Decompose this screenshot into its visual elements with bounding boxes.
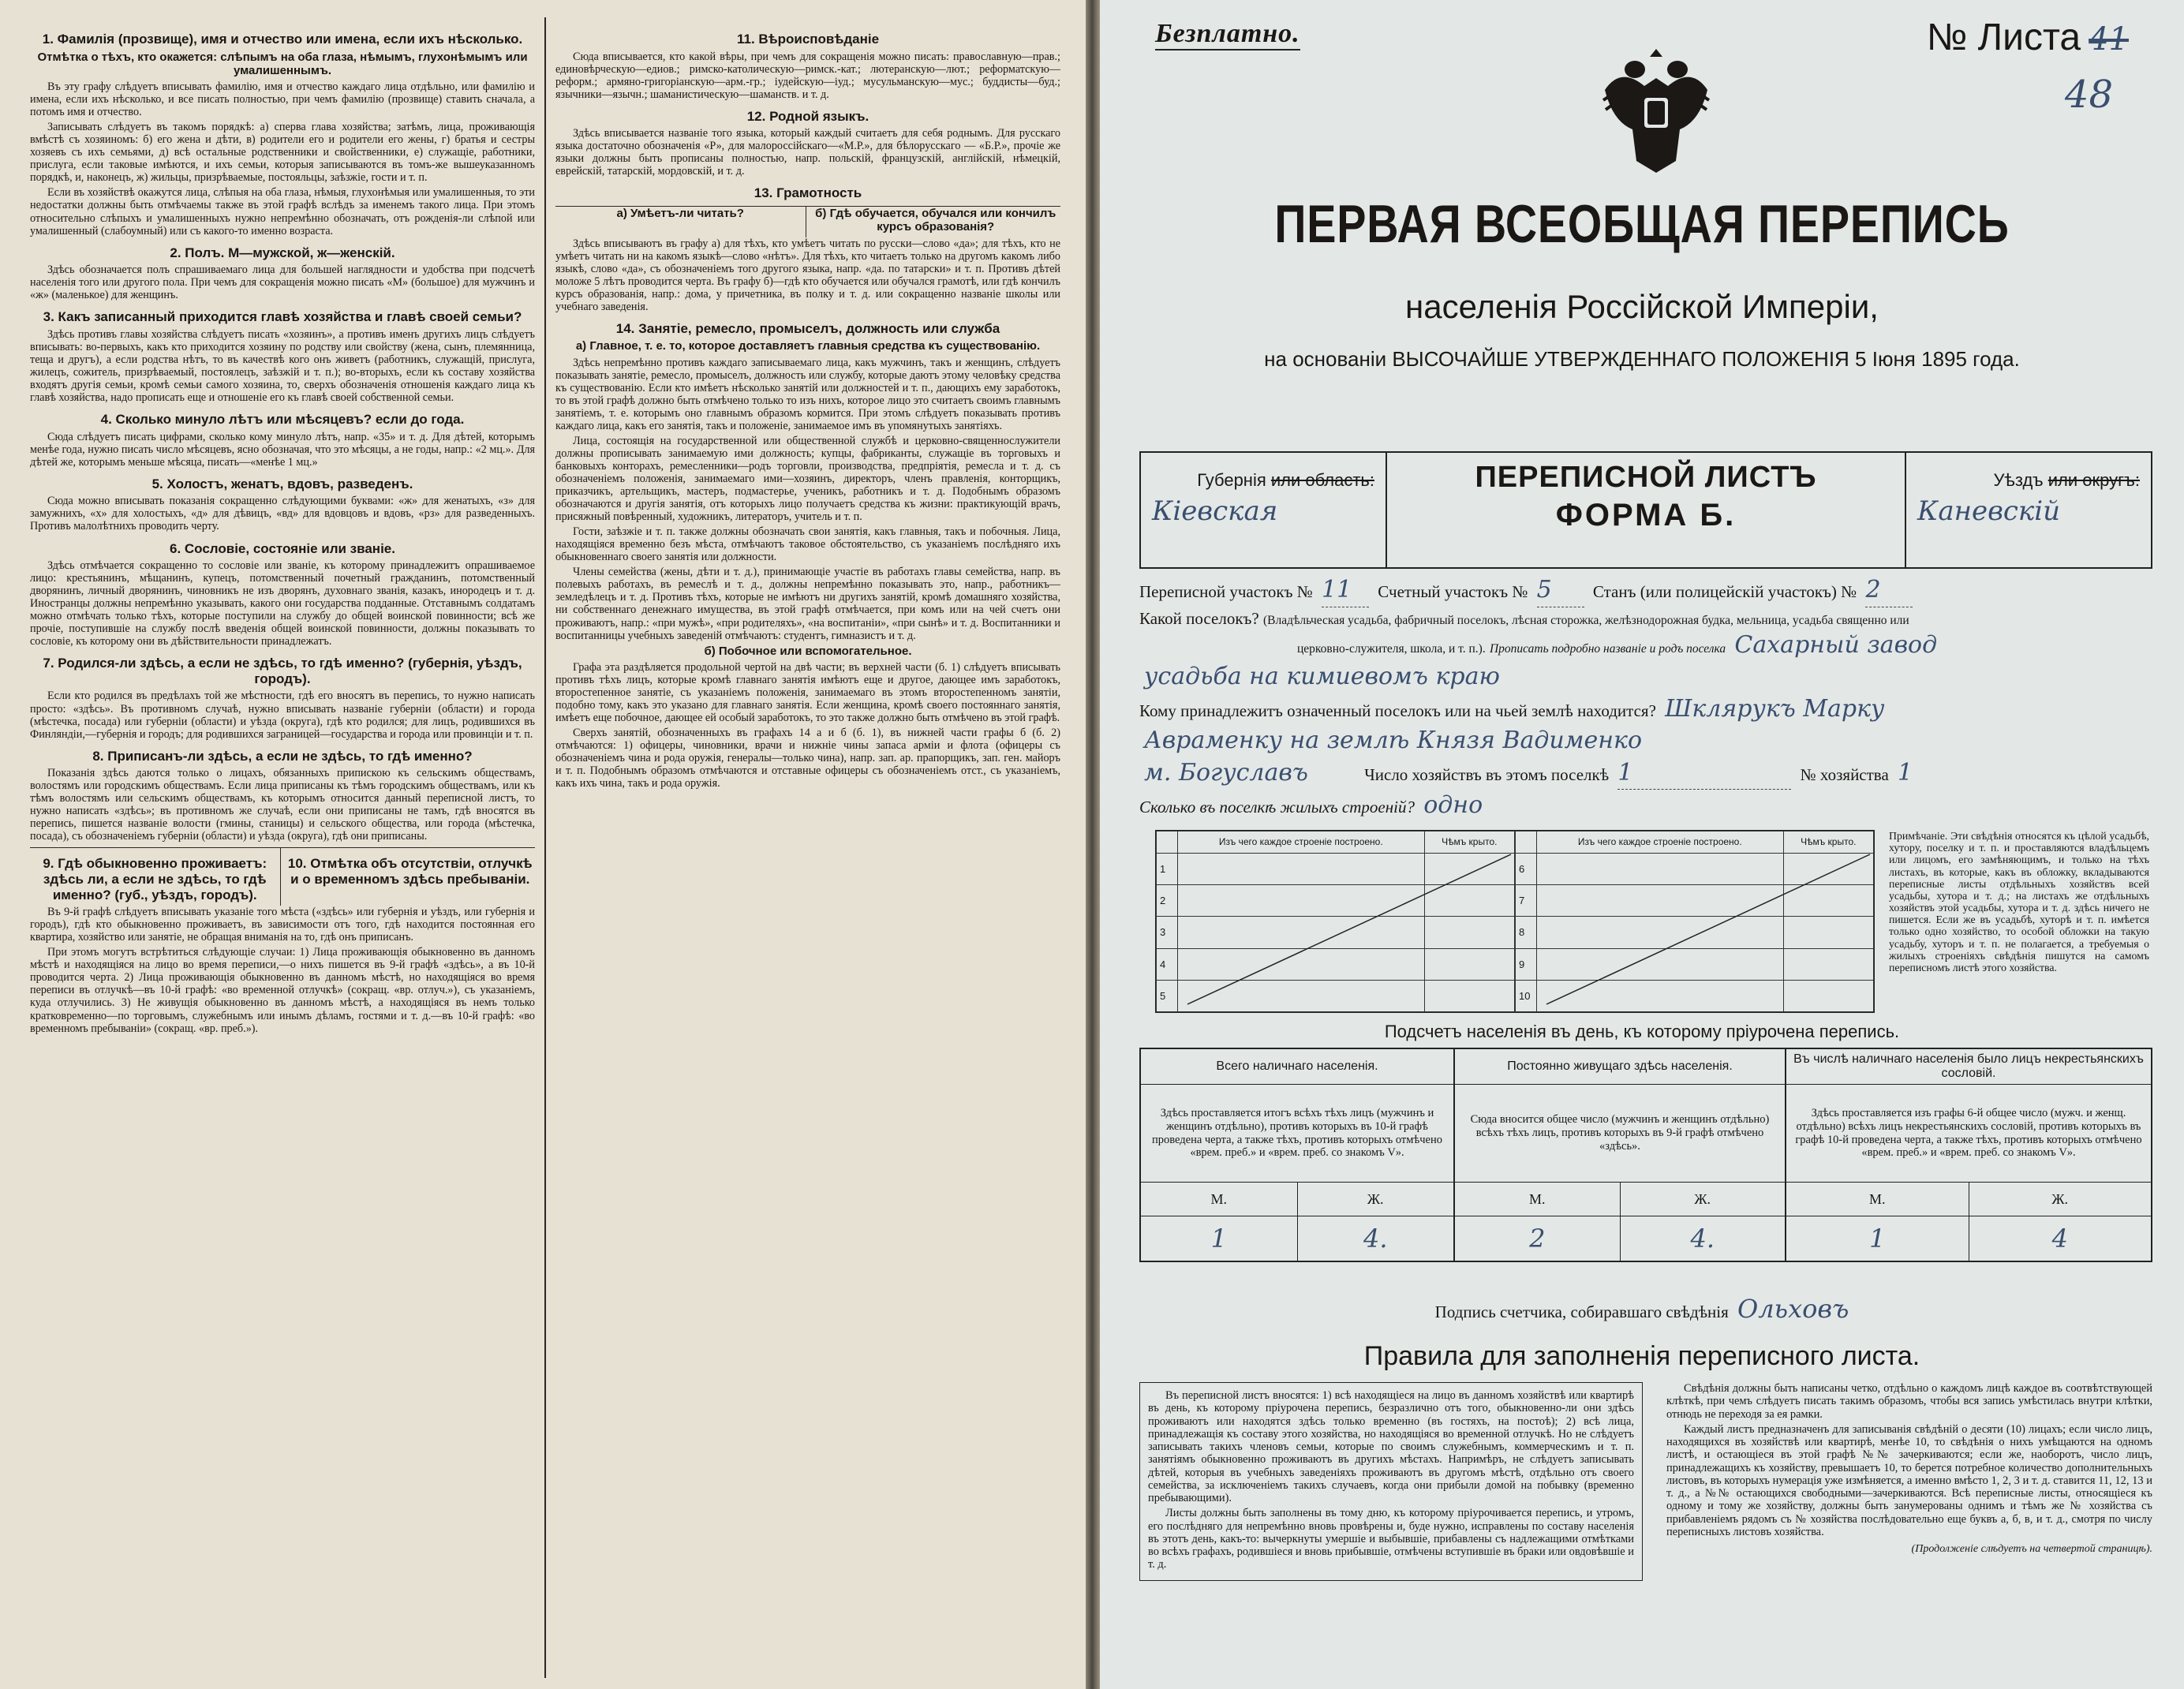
census-section-label: Переписной участокъ №: [1139, 582, 1313, 601]
section-title: 3. Какъ записанный приходится главѣ хозяйства и главѣ своей семьи?: [43, 309, 522, 325]
female-header: Ж.: [1620, 1183, 1786, 1216]
building-row-number: 1: [1157, 853, 1178, 884]
rules-section: [1139, 1382, 2152, 1581]
province-label: Губернія или область:: [1197, 470, 1374, 490]
census-title: ПЕРВАЯ ВСЕОБЩАЯ ПЕРЕПИСЬ: [1274, 194, 2010, 254]
buildings-count-label: Сколько въ поселкѣ жилыхъ строеній?: [1139, 798, 1415, 817]
section-paragraph: Лица, состоящія на государственной или общественной службѣ и церковно-священнослужители должны прописывать занимаемую ими должность; купцы, фабриканты, служащіе въ торговыхъ и банковыхъ конторахъ, ремесленники—родъ торговли, производства, предпріятія, ремесла и т. д. съ обозначеніемъ положенія, занимаемаго ими—хозяинъ, директоръ, членъ правленія, конторщикъ, приказчикъ, артельщикъ, мастеръ, подмастерье, ученикъ, работникъ и т. д. Подобнымъ образомъ обозначаются и другія занятія, отъ которыхъ лицо получаетъ средства къ жизни: практикующій врачъ, присяжный повѣренный, художникъ, литераторъ, учитель и т. п.: [555, 434, 1060, 524]
male-header: М.: [1528, 1190, 1546, 1207]
signature-label: Подпись счетчика, собиравшаго свѣдѣнія: [1434, 1302, 1729, 1321]
section-6: [30, 541, 535, 648]
household-number-label: № хозяйства: [1800, 764, 1889, 784]
non-peasant-desc: Здѣсь проставляется изъ графы 6-й общее число (мужч. и женщ. отдѣльно) всѣхъ лицъ некрестьянскихъ сословій, противъ которыхъ въ графѣ 10-й проведена черта, а также тѣхъ, противъ которыхъ отмѣчено «врем. преб.» и «врем. преб. со знакомъ V».: [1786, 1085, 2151, 1183]
settlement-hint-2: церковно-служителя, школа, и т. п.).: [1297, 641, 1486, 656]
province-cell: [1141, 453, 1386, 567]
form-name-cell: [1386, 453, 1906, 567]
male-header: М.: [1210, 1190, 1227, 1207]
district-value: Каневскій: [1917, 495, 2061, 527]
section-14b: [555, 645, 1060, 790]
section-paragraph: Графа эта раздѣляется продольной чертой на двѣ части; въ верхней части (б. 1) слѣдуетъ вписывать противъ тѣхъ лицъ, которые кромѣ главнаго занятія имѣютъ еще и другое, дающее имъ заработокъ, второстепенное занятіе, съ указаніемъ положенія, занимаемаго въ этомъ второстепенномъ занятіи, подобно тому, какъ это указано для главнаго занятія. Если женщина, кромѣ своего постояннаго занятія, имѣетъ еще побочное, дающее ей особый заработокъ, то это также должно быть отмѣчено въ этой графѣ.: [555, 660, 1060, 725]
form-row-buildings: [1139, 790, 2152, 822]
section-title: 9. Гдѣ обыкновенно проживаетъ: здѣсь ли, а если не здѣсь, то гдѣ именно? (губ., уѣздъ, городъ).: [43, 856, 267, 902]
section-title: 7. Родился-ли здѣсь, а если не здѣсь, то гдѣ именно? (губернія, уѣздъ, городъ).: [43, 656, 522, 686]
owner-value-cont: Авраменку на землѣ Князя Вадименко: [1144, 727, 1643, 755]
households-count-label: Число хозяйствъ въ этомъ поселкѣ: [1364, 764, 1610, 784]
gender-header-row: [1455, 1183, 1785, 1216]
section-paragraph: Члены семейства (жены, дѣти и т. д.), принимающіе участіе въ работахъ главы семейства, напр. въ полевыхъ работахъ, въ ремеслѣ и т. д., должны непремѣнно показывать это, напр., работникъ—земледѣлецъ и т. д. Противъ тѣхъ, которые не имѣютъ ни другихъ занятій, кромѣ домашняго хозяйства, ни собственнаго денежнаго имущества, въ этой графѣ отмѣчается, при комъ или на чей счетъ они проживаютъ, напр.: «при мужѣ», «при родителяхъ», «на воспитаніи», «при сынѣ» и т. д. Воспитанники и воспитанницы учебныхъ заведеній отмѣчаютъ: студентъ, гимназистъ и т. д.: [555, 566, 1060, 642]
form-row-settlement: [1139, 607, 2152, 630]
section-7: [30, 656, 535, 740]
building-row-number: 3: [1157, 917, 1178, 948]
section-paragraph: Въ эту графу слѣдуетъ вписывать фамилію, имя и отчество каждаго лица отдѣльно, или фамилію и имена, если ихъ нѣсколько, и все писать полностью, при чемъ фамилію (прозвище) ставить сначала, а потомъ имя и отчество.: [30, 80, 535, 119]
material-header: Изъ чего каждое строеніе построено.: [1537, 831, 1784, 854]
section-14: [555, 321, 1060, 642]
section-paragraph: Если кто родился въ предѣлахъ той же мѣстности, гдѣ его вносятъ въ перепись, то нужно написать просто: «здѣсь». Въ противномъ случаѣ, нужно вписывать названіе губерніи (области) и города (мѣстечка, посада) или губерніи (области) и уѣзда (округа), гдѣ кто родился; для лицъ, родившихся въ Финляндіи,—губернія и городъ; для родившихся заграницей—государства и города или провинціи и т. п.: [30, 689, 535, 741]
section-title: 8. Приписанъ-ли здѣсь, а если не здѣсь, то гдѣ именно?: [92, 748, 473, 764]
sheet-number-label: № Листа: [1926, 17, 2081, 58]
section-paragraph: Въ 9-й графѣ слѣдуетъ вписывать указаніе того мѣста («здѣсь» или губернія и уѣздъ, или губернія и городъ), гдѣ кто обыкновенно проживаетъ, въ зависимости отъ того, гдѣ находится постоянная его квартира, хозяйство или занятіе, не обращая вниманія на то, гдѣ онъ приписанъ.: [30, 906, 535, 944]
building-row-number: 9: [1516, 948, 1537, 980]
form-name: ПЕРЕПИСНОЙ ЛИСТЪ: [1475, 461, 1817, 494]
permanent-population-group: [1453, 1049, 1785, 1261]
section-subtitle: Отмѣтка о тѣхъ, кто окажется: слѣпымъ на оба глаза, нѣмымъ, глухонѣмымъ или умалишеннымъ.: [37, 50, 528, 77]
instructions-column-1: [30, 24, 535, 1678]
signature-value: Ольховъ: [1737, 1294, 1849, 1324]
settlement-value-cont: усадьба на кимиевомъ краю: [1144, 663, 1500, 691]
male-value: 2: [1529, 1224, 1546, 1254]
section-paragraph: Сверхъ занятій, обозначенныхъ въ графахъ 14 а и б (б. 1), въ нижней части графы б (б. 2) отмѣчаются: 1) офицеры, чиновники, врачи и нижніе чины запаса арміи и флота (офицеры съ обозначеніемъ чина и рода оружія, генералы—только чина), напр. зап. ар. прапорщикъ, зап. ген. майоръ и т. п. Подобнымъ образомъ отмѣчаются и отставные офицеры съ обозначеніемъ отст., съ указаніемъ, какъ ихъ чина, такъ и рода оружія.: [555, 727, 1060, 790]
section-paragraph: Здѣсь обозначается полъ спрашиваемаго лица для большей наглядности и удобства при подсчетѣ населенія того или другого пола. При чемъ для сокращенія можно писать «М» (большое) для мужчинъ и «ж» (маленькое) для женщинъ.: [30, 263, 535, 302]
section-paragraph: Здѣсь противъ главы хозяйства слѣдуетъ писать «хозяинъ», а противъ именъ другихъ лицъ слѣдуетъ вписывать: во-первыхъ, какъ кто приходится хозяину по родству или свойству (жена, сынъ, племянница, теща и другъ), а если родства нѣтъ, то въ качествѣ кого онъ живетъ (работникъ, служащій, прислуга, жилецъ, сожитель, призрѣваемый, постоялецъ, заѣзжій и т. п.); во-вторыхъ, если къ составу хозяйства входятъ другія семьи, кромѣ семьи самого хозяина, то, сверхъ обозначенія отношенія каждаго лица къ главѣ хозяйства, надо прописать еще и отношеніе его къ главѣ своей собственной семьи.: [30, 327, 535, 405]
permanent-population-header: Постоянно живущаго здѣсь населенія.: [1455, 1049, 1785, 1085]
female-header: Ж.: [1969, 1183, 2152, 1216]
section-title: 5. Холостъ, женатъ, вдовъ, разведенъ.: [151, 476, 413, 491]
section-4: [30, 412, 535, 469]
section-title: 6. Сословіе, состояніе или званіе.: [170, 540, 395, 556]
roof-header: Чѣмъ крыто.: [1424, 831, 1514, 854]
section-title-right: 10. Отмѣтка объ отсутствіи, отлучкѣ и о временномъ здѣсь пребываніи.: [287, 856, 533, 887]
form-row-owner: [1139, 693, 2152, 726]
location-form: [1139, 574, 2152, 822]
section-1: [30, 32, 535, 237]
roof-header: Чѣмъ крыто.: [1783, 831, 1873, 854]
settlement-label: Какой поселокъ?: [1139, 608, 1259, 628]
census-section-value: 11: [1322, 574, 1369, 607]
census-form-page: [1100, 0, 2184, 1689]
male-header: М.: [1868, 1190, 1886, 1207]
female-value: 4: [1969, 1216, 2152, 1261]
buildings-table: [1155, 830, 1875, 1013]
building-row-number: 5: [1157, 980, 1178, 1011]
buildings-count-value: одно: [1423, 791, 1483, 820]
total-population-group: [1141, 1049, 1453, 1261]
form-type: ФОРМА Б.: [1555, 498, 1737, 532]
free-of-charge-label: Безплатно.: [1155, 19, 1300, 50]
settlement-value: Сахарный завод: [1734, 630, 1938, 659]
rules-column-left: [1139, 1382, 1643, 1581]
non-peasant-group: [1785, 1049, 2151, 1261]
section-11: [555, 32, 1060, 101]
column-b-label: б) Гдѣ обучается, обучался или кончилъ курсъ образованія?: [815, 207, 1056, 234]
section-3: [30, 309, 535, 404]
section-title: 11. Вѣроисповѣданіе: [736, 32, 880, 47]
rules-paragraph: Листы должны быть заполнены въ тому дню, къ которому пріурочивается перепись, и утромъ, его послѣдняго для непремѣнно вновь провѣрены и, буде нужно, исправлены по составу населенія въ этотъ день, какъ-то: вычеркнуты умершіе и выбывшіе, прибавлены съ надлежащими отмѣтками во всѣхъ графахъ, родившіеся и вновь прибывшіе, отмѣчены вступившіе въ браки или овдовѣвшіе и т. д.: [1148, 1507, 1634, 1571]
material-header: Изъ чего каждое строеніе построено.: [1178, 831, 1425, 854]
section-paragraph: Сюда слѣдуетъ писать цифрами, сколько кому минуло лѣтъ, напр. «35» и т. д. Для дѣтей, которымъ менѣе года, нужно писать число мѣсяцевъ, ясно обозначая, что это мѣсяцы, а не годы, напр.: «2 мц.». Для дѣтей же, которымъ меньше мѣсяца, писать—«менѣе 1 мц.»: [30, 430, 535, 469]
section-paragraph: Сюда можно вписывать показанія сокращенно слѣдующими буквами: «ж» для женатыхъ, «з» для замужнихъ, «х» для холостыхъ, «д» для дѣвицъ, «вд» для вдовцовъ и вдовъ, «рз» для разведенныхъ. Противъ малолѣтнихъ проводить черту.: [30, 495, 535, 533]
building-row-number: 8: [1516, 917, 1537, 948]
household-number-value: 1: [1898, 758, 1913, 787]
male-value: 1: [1869, 1224, 1886, 1254]
form-row-sections: [1139, 574, 2152, 607]
form-header-box: [1139, 451, 2152, 569]
rules-column-right: [1666, 1382, 2152, 1581]
section-13: [555, 185, 1060, 312]
section-title: 1. Фамилія (прозвище), имя и отчество или имена, если ихъ нѣсколько.: [42, 32, 523, 47]
counting-section-label: Счетный участокъ №: [1378, 582, 1528, 601]
permanent-population-desc: Сюда вносится общее число (мужчинъ и женщинъ отдѣльно) всѣхъ тѣхъ лицъ, противъ которыхъ въ 9-й графѣ отмѣчено «здѣсь».: [1455, 1085, 1785, 1183]
form-row-settlement-2: [1139, 630, 2152, 662]
sheet-number: [1927, 16, 2129, 59]
section-title: 12. Родной языкъ.: [746, 108, 869, 124]
section-9-10: [30, 847, 535, 1034]
total-population-header: Всего наличнаго населенія.: [1141, 1049, 1453, 1085]
section-12: [555, 109, 1060, 178]
non-peasant-values: [1786, 1216, 2151, 1261]
building-row-number: 2: [1157, 885, 1178, 917]
owner-label: Кому принадлежитъ означенный поселокъ или на чьей землѣ находится?: [1139, 701, 1656, 720]
column-a-label: а) Умѣетъ-ли читать?: [616, 207, 744, 221]
rules-paragraph: Каждый листъ предназначенъ для записыванія свѣдѣній о десяти (10) лицахъ; если число лицъ, находящихся въ хозяйствѣ или квартирѣ, менѣе 10, то свѣдѣнія о нихъ умѣщаются на одномъ листѣ, и остающіеся въ этой графѣ №№ зачеркиваются; если же, наоборотъ, число лицъ, принадлежащихъ къ хозяйству, превышаетъ 10, то берется потребное количество дополнительныхъ листовъ, въ которыхъ нумерація уже измѣняется, а именно вмѣсто 1, 2, 3 и т. д. ставится 11, 12, 13 и т. д., а №№ остающихся свободными—зачеркиваются. Всѣ переписные листы, относящіеся къ одному и тому же хозяйству, должны быть занумерованы однимъ и тѣмъ же № хозяйства съ прибавленіемъ рядомъ съ № хозяйства послѣдовательно еще буквъ а, б, в, и т. д., смотря по числу переписныхъ листовъ хозяйства.: [1666, 1422, 2152, 1538]
column-divider: [544, 17, 546, 1678]
section-title: 14. Занятіе, ремесло, промыселъ, должность или служба: [615, 320, 1000, 336]
section-paragraph: Гости, заѣзжіе и т. п. также должны обозначать свои занятія, какъ главныя, такъ и побочныя. Лица, находящіяся временно безъ мѣста, отмѣчаютъ таковое обстоятельство, съ указаніемъ послѣдняго ихъ обыкновеннаго своего занятія или должности.: [555, 525, 1060, 564]
instructions-column-2: [555, 24, 1060, 1678]
sheet-number-struck: 41: [2089, 21, 2129, 58]
non-peasant-header: Въ числѣ наличнаго населенія было лицъ некрестьянскихъ сословій.: [1786, 1049, 2151, 1085]
section-paragraph: Здѣсь вписываютъ въ графу а) для тѣхъ, кто умѣетъ читать по русски—слово «да»; для тѣхъ, кто не умѣетъ читать ни на какомъ языкѣ—слово «нѣтъ». Для тѣхъ, кто читаетъ только на другомъ какомъ либо языкѣ, слово «да», съ обозначеніемъ того другого языка, напр. «да. по татарски» и т. п. Противъ дѣтей моложе 5 лѣтъ проводится черта. Въ графу б)—гдѣ кто обучается или обучался грамотѣ, или гдѣ кончилъ курсъ образованія, напр.: дома, у причетника, въ полку и т. д. или сокращенно названіе школы или учебнаго заведенія.: [555, 237, 1060, 313]
section-title: 13. Грамотность: [754, 185, 862, 201]
section-title: 4. Сколько минуло лѣтъ или мѣсяцевъ? если до года.: [100, 412, 465, 428]
form-row-households: [1139, 757, 2152, 790]
section-paragraph: Здѣсь вписывается названіе того языка, который каждый считаетъ для себя роднымъ. Для русскаго языка достаточно обозначенія «Р», для малороссійскаго—«М.Р.», для бѣлорусскаго — «Б.Р.», прочіе же языки должны быть прописаны полностью, напр. польскій, французскій, англійскій, нѣмецкій, еврейскій, татарскій, мордовскій, и т. д.: [555, 127, 1060, 178]
census-subtitle: населенія Россійской Имперіи,: [1405, 288, 1879, 325]
section-paragraph: Записывать слѣдуетъ въ такомъ порядкѣ: а) сперва глава хозяйства; затѣмъ, лица, проживающія вмѣстѣ съ хозяиномъ: б) его жена и дѣти, в) родители его и родители его жены, г) братья и сестры хозяевъ съ ихъ семьями, д) всѣ остальные родственники и свойственники, е) служащіе, работники, прислуга, если таковые имѣются, и ихъ семьи, которыя записываются въ томъ-же вышеуказанномъ порядкѣ, и, наконецъ, ж) жильцы, призрѣваемые, постояльцы, заѣзжіе, гости и т. п.: [30, 121, 535, 185]
female-value: 4.: [1297, 1216, 1454, 1261]
section-paragraph: При этомъ могутъ встрѣтиться слѣдующіе случаи: 1) Лица проживающія обыкновенно въ данномъ мѣстѣ и находящіяся на лицо во время переписи,—о нихъ пишется въ 9-й графѣ «здѣсь», а въ 10-й проводится черта. 2) Лица проживающія обыкновенно въ данномъ мѣстѣ, но находящіяся во время переписи въ отлучкѣ—въ 10-й графѣ: «во временной отлучкѣ» (сокращ. «вр. отлуч.»), съ указаніемъ, куда отлучились. 3) Не живущія обыкновенно въ данномъ мѣстѣ, а находящіяся въ немъ только кратковременно—по торговымъ, служебнымъ или инымъ дѣламъ, гостями и т. д.—въ 10-й графѣ: «во временномъ пребываніи» (сокращ. «вр. преб.»).: [30, 946, 535, 1035]
building-row-number: 10: [1516, 980, 1537, 1011]
crossed-out-lines: [1156, 831, 1874, 1012]
settlement-hint: (Владѣльческая усадьба, фабричный поселокъ, лѣсная сторожка, желѣзнодорожная будка, мельница, усадьба священно или: [1262, 613, 1909, 627]
population-count-title: Подсчетъ населенія въ день, къ которому пріурочена перепись.: [1384, 1022, 1900, 1041]
female-header: Ж.: [1297, 1183, 1454, 1216]
settlement-instruction: Прописать подробно названіе и родъ поселка: [1489, 641, 1726, 656]
section-title: 2. Полъ. М—мужской, ж—женскій.: [170, 245, 395, 260]
building-row-number: 6: [1516, 853, 1537, 884]
police-section-label: Станъ (или полицейскій участокъ) №: [1592, 582, 1857, 601]
section-subtitle: а) Главное, т. е. то, которое доставляетъ главныя средства къ существованію.: [575, 339, 1041, 353]
female-value: 4.: [1620, 1216, 1786, 1261]
section-paragraph: Если въ хозяйствѣ окажутся лица, слѣпыя на оба глаза, нѣмыя, глухонѣмыя или умалишенныя, то эти недостатки должны быть отмѣчаемы также въ этой графѣ вслѣдъ за именемъ такого лица. При этомъ относительно слѣпыхъ и умалишенныхъ нужно непремѣнно обозначать, отъ рожденія-ли слѣпой или умалишенный (слабоумный) или съ какого-то именно возраста.: [30, 186, 535, 237]
form-row-owner-2: [1139, 725, 2152, 757]
double-headed-eagle-emblem-icon: [1597, 43, 1715, 177]
instructions-page: [0, 0, 1086, 1689]
buildings-note: Примѣчаніе. Эти свѣдѣнія относятся къ цѣлой усадьбѣ, хутору, поселку и т. п. и проставляются владѣльцемъ или лицомъ, его замѣняющимъ, и только на тѣхъ листахъ, въ которые, какъ въ обложку, вкладываются переписные листы отдѣльныхъ хозяйствъ всей усадьбы, хутора и т. д.; на листахъ же отдѣльныхъ хозяйствъ этой усадьбы, хутора и т. д. здѣсь ничего не пишется. Если же въ усадьбѣ, хуторѣ и т. п. имѣется только одно хозяйство, то особой обложки на такую усадьбу, хуторъ и т. п. не полагается, а требуемыя о жилыхъ строеніяхъ свѣдѣнія пишутся на самомъ переписномъ листѣ этого хозяйства.: [1889, 830, 2149, 973]
section-5: [30, 476, 535, 533]
permanent-population-values: [1455, 1216, 1785, 1261]
police-section-value: 2: [1865, 574, 1913, 607]
gender-header-row: [1141, 1183, 1453, 1216]
district-label: Уѣздъ или округъ:: [1993, 470, 2140, 490]
section-8: [30, 749, 535, 843]
owner-value: Шклярукъ Марку: [1665, 694, 1885, 723]
rules-paragraph: Въ переписной листъ вносятся: 1) всѣ находящіеся на лицо въ данномъ хозяйствѣ или квартирѣ въ день, къ которому пріурочена перепись, безразлично отъ того, обыкновенно-ли они здѣсь проживаютъ или находятся здѣсь только временно (въ гостяхъ, на постоѣ); 2) всѣ лица, принадлежащія къ составу этого хозяйства, но находящіяся во временной отлучкѣ. Но не слѣдуетъ записывать такихъ членовъ семьи, которые по своимъ служебнымъ, коммерческимъ и т. п. занятіямъ обыкновенно проживаютъ въ другихъ мѣстахъ. Напримѣръ, не слѣдуетъ записывать дѣтей, которыя въ учебныхъ заведеніяхъ проживаютъ въ другомъ мѣстѣ, отдѣльно отъ своего семейства, за исключеніемъ такихъ случаевъ, когда они прибыли домой на побывку (временно пребывающими).: [1148, 1389, 1634, 1505]
total-population-values: [1141, 1216, 1453, 1261]
rules-paragraph: Свѣдѣнія должны быть написаны четко, отдѣльно о каждомъ лицѣ каждое въ соотвѣтствующей клѣткѣ, при чемъ слѣдуетъ писать такимъ образомъ, чтобы вся запись умѣстилась внутри клѣтки, отнюдь не переходя за ея рамки.: [1666, 1382, 2152, 1421]
population-count-table: [1139, 1048, 2152, 1262]
province-value: Кіевская: [1152, 495, 1278, 527]
owner-value-cont-2: м. Богуславъ: [1144, 758, 1308, 787]
sheet-number-handwritten: 48: [2064, 73, 2113, 117]
building-row-number: 7: [1516, 885, 1537, 917]
building-row-number: 4: [1157, 948, 1178, 980]
section-paragraph: Показанія здѣсь даются только о лицахъ, обязанныхъ припискою къ сельскимъ обществамъ, волостямъ или городскимъ обществамъ. Если лица приписаны къ тѣмъ городскимъ обществамъ, или къ тѣмъ волостямъ или сельскимъ обществамъ, къ которымъ относится данный переписной листъ, то нужно написать «здѣсь»; въ противномъ же случаѣ, если они приписаны не тамъ, гдѣ вносятся въ перепись, пишется названіе волости (гмины, станицы) и сельского общества, или города (мѣстечка, посада), съ обозначеніемъ губерніи (области) и уѣзда (округа), гдѣ они приписаны.: [30, 767, 535, 843]
male-value: 1: [1210, 1224, 1227, 1254]
section-subtitle: б) Побочное или вспомогательное.: [704, 644, 912, 658]
counting-section-value: 5: [1537, 574, 1584, 607]
rules-title: Правила для заполненія переписного листа.: [1363, 1341, 1920, 1371]
section-paragraph: Сюда вписывается, кто какой вѣры, при чемъ для сокращенія можно писать: православную—прав.; единовѣрческую—едиов.; римско-католическую—римск.-кат.; лютеранскую—лют.; реформатскую—реформ.; армяно-григоріанскую—арм.-гр.; іудейскую—іуд.; мусульманскую—мус.; буддисты—буд.; язычники—язычн.; шаманистическую—шаманств. и т. д.: [555, 50, 1060, 101]
form-row-settlement-3: [1139, 661, 2152, 693]
district-cell: [1906, 453, 2151, 567]
census-decree-line: на основаніи ВЫСОЧАЙШЕ УТВЕРЖДЕННАГО ПОЛОЖЕНІЯ 5 Іюня 1895 года.: [1264, 347, 2020, 371]
section-2: [30, 245, 535, 302]
households-count-value: 1: [1617, 757, 1791, 790]
total-population-desc: Здѣсь проставляется итогъ всѣхъ тѣхъ лицъ (мужчинъ и женщинъ отдѣльно), противъ которыхъ въ 10-й графѣ проведена черта, а также тѣхъ, противъ которыхъ отмѣчено «врем. преб.» и «врем. преб. со знакомъ V».: [1141, 1085, 1453, 1183]
section-paragraph: Здѣсь непремѣнно противъ каждаго записываемаго лица, какъ мужчинъ, такъ и женщинъ, слѣдуетъ показывать занятіе, ремесло, промыселъ, должность или службу, которые даютъ этому человѣку средства къ существованію. Если кто имѣетъ нѣсколько занятій или должностей и т. п., дающихъ ему заработокъ, то въ этой графѣ должно быть отмѣчено только то изъ нихъ, которое лицо это считаетъ своимъ главнымъ занятіемъ, т. е. которымъ оно главнымъ образомъ кормится. При этомъ слѣдуетъ показывать противъ каждаго лица, какъ его занятія, такъ и положеніе, занимаемое имъ въ упомянутыхъ занятіяхъ.: [555, 356, 1060, 432]
section-paragraph: Здѣсь отмѣчается сокращенно то сословіе или званіе, къ которому принадлежитъ опрашиваемое лицо: крестьянинъ, мѣщанинъ, купецъ, потомственный почетный гражданинъ, потомственный дворянинъ, личный дворянинъ, чиновникъ не изъ дворянъ, духовнаго званія, казакъ, инородецъ и т. д. Иностранцы должны непремѣнно указывать, какого они государства подданные. Отставнымъ солдатамъ можно отмѣчать только тѣхъ, которые поступили на службу до общей воинской повинности; всѣ же прочіе, поступившіе на службу послѣ введенія общей воинской повинности, должны показывать то сословіе, къ которому они въ дѣйствительности принадлежатъ.: [30, 559, 535, 648]
enumerator-signature: [1100, 1294, 2184, 1324]
book-gutter: [1086, 0, 1100, 1689]
gender-header-row: [1786, 1183, 2151, 1216]
rules-continuation: (Продолженіе слѣдуетъ на четвертой страницѣ).: [1911, 1543, 2152, 1556]
